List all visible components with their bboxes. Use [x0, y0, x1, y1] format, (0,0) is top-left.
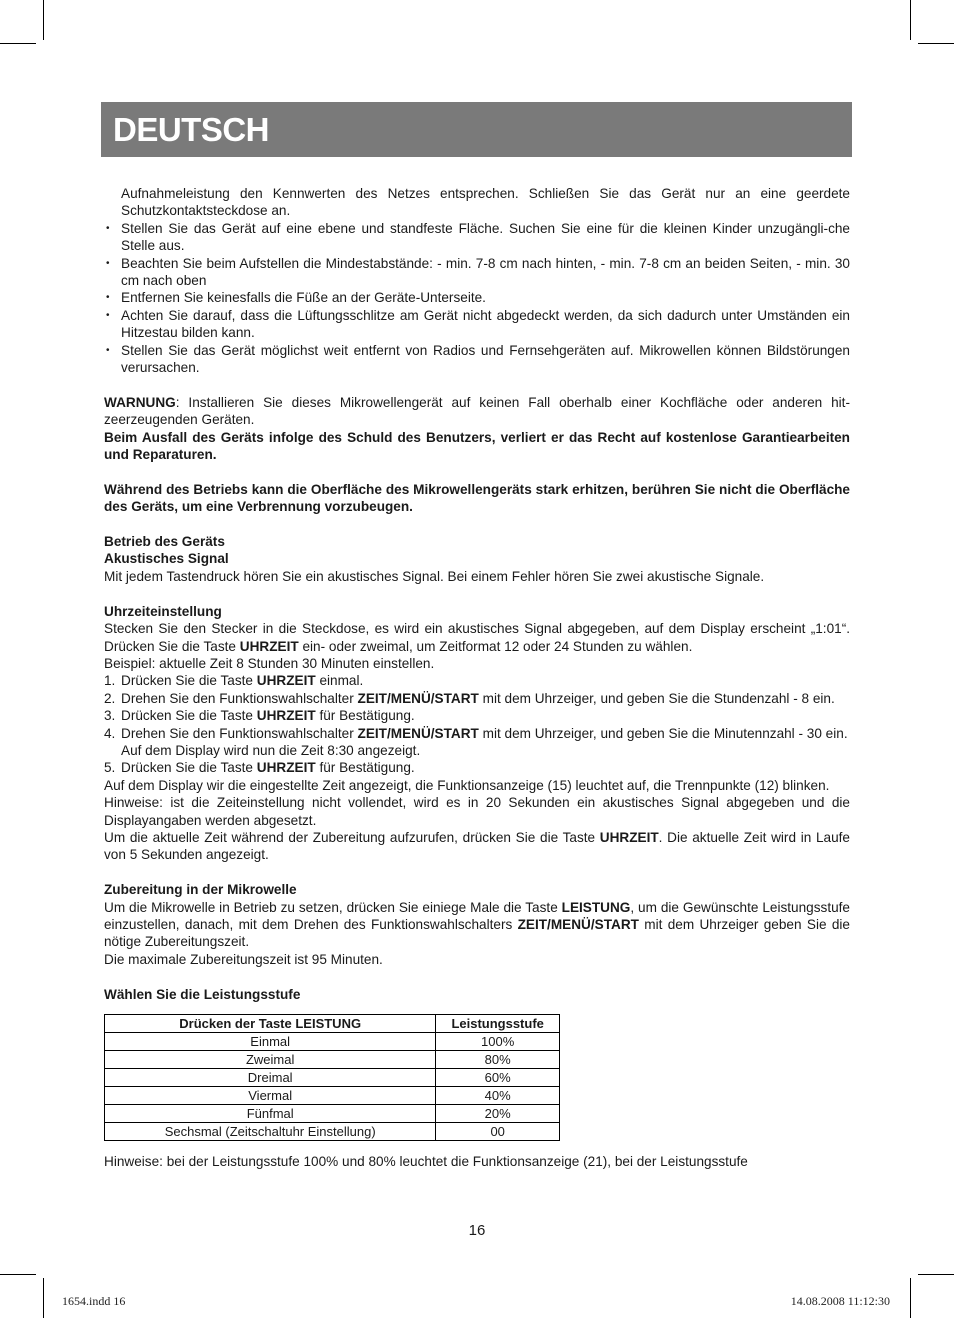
section-heading-operation: Betrieb des Geräts — [104, 534, 225, 550]
clock-timeout-note: Hinweise: ist die Zeiteinstellung nicht vollendet, wird es in 20 Sekunden ein akustisches Signal abgegeben und die Displayangaben werden abgesetzt. — [104, 795, 850, 828]
subheading-signal: Akustisches Signal — [104, 551, 229, 567]
section-heading-clock: Uhrzeiteinstellung — [104, 603, 222, 619]
list-item: 1. Drücken Sie die Taste UHRZEIT einmal. — [104, 673, 364, 689]
clock-example: Beispiel: aktuelle Zeit 8 Stunden 30 Minuten einstellen. — [104, 655, 435, 671]
table-row: Einmal 100% — [105, 1033, 560, 1051]
table-row: Zweimal 80% — [105, 1051, 560, 1069]
list-item: • Entfernen Sie keinesfalls die Füße an der Geräte-Unterseite. — [104, 289, 850, 306]
crop-mark — [43, 1278, 44, 1318]
footer-file-info: 1654.indd 16 — [62, 1294, 126, 1308]
document-body — [104, 185, 850, 1170]
section-heading-power: Wählen Sie die Leistungsstufe — [104, 986, 301, 1002]
crop-mark — [918, 43, 954, 44]
column-header: Leistungsstufe — [436, 1015, 560, 1033]
power-note: Hinweise: bei der Leistungsstufe 100% und 80% leuchtet die Funktionsanzeige (21), bei der Leistungsstufe — [104, 1154, 748, 1169]
clock-steps — [104, 672, 850, 776]
warning-paragraph: WARNUNG: Installieren Sie dieses Mikrowellengerät auf keinen Fall oberhalb einer Kochfläche oder anderen hit-zeerzeugenden Geräten. — [104, 394, 850, 428]
crop-mark — [918, 1274, 954, 1275]
safety-bullet-list — [104, 220, 850, 377]
max-cooking-time: Die maximale Zubereitungszeit ist 95 Minuten. — [104, 951, 383, 967]
table-row: Dreimal 60% — [105, 1069, 560, 1087]
clock-intro: Stecken Sie den Stecker in die Steckdose, es wird ein akustisches Signal abgegeben, auf dem Display erscheint „1:01“. Drücken Sie die Taste UHRZEIT ein- oder zweimal, um Zeitformat 12 oder 24 Stunden zu wählen. — [104, 621, 850, 654]
warning-label: WARNUNG — [104, 394, 176, 410]
list-item: 3. Drücken Sie die Taste UHRZEIT für Bestätigung. — [104, 708, 415, 724]
crop-mark — [910, 1278, 911, 1318]
signal-text: Mit jedem Tastendruck hören Sie ein akustisches Signal. Bei einem Fehler hören Sie zwei akustische Signale. — [104, 568, 765, 584]
list-item: 4. Drehen Sie den Funktionswahlschalter ZEIT/MENÜ/START mit dem Uhrzeiger, und geben Sie die Minutennzahl - 30 ein. Auf dem Display wird nun die Zeit 8:30 angezeigt. — [104, 725, 848, 758]
list-item: • Beachten Sie beim Aufstellen die Mindestabstände: - min. 7-8 cm nach hinten, - min. 7-8 cm an beiden Seiten, - min. 30 cm nach oben — [104, 255, 850, 290]
column-header: Drücken der Taste LEISTUNG — [105, 1015, 436, 1033]
page-number: 16 — [468, 1222, 486, 1239]
language-banner — [101, 102, 852, 157]
footer-datetime: 14.08.2008 11:12:30 — [790, 1294, 890, 1308]
list-item: • Achten Sie darauf, dass die Lüftungsschlitze am Gerät nicht abgedeckt werden, da sich dadurch unter Umständen ein Hitzestau bilden kann. — [104, 307, 850, 342]
warranty-note: Beim Ausfall des Geräts infolge des Schuld des Benutzers, verliert er das Recht auf kostenlose Garantiearbeiten und Reparaturen. — [104, 429, 850, 463]
crop-mark — [43, 0, 44, 40]
table-row: Sechsmal (Zeitschaltuhr Einstellung) 00 — [105, 1123, 560, 1141]
crop-mark — [0, 1274, 36, 1275]
list-item: 5. Drücken Sie die Taste UHRZEIT für Bestätigung. — [104, 760, 415, 776]
table-row: Fünfmal 20% — [105, 1105, 560, 1123]
crop-mark — [0, 43, 36, 44]
page-title: DEUTSCH — [113, 111, 270, 148]
table-header-row — [105, 1015, 560, 1033]
hot-surface-warning: Während des Betriebs kann die Oberfläche des Mikrowellengeräts stark erhitzen, berühren Sie nicht die Oberfläche des Geräts, um eine Verbrennung vorzubeugen. — [104, 481, 850, 515]
list-item: 2. Drehen Sie den Funktionswahlschalter ZEIT/MENÜ/START mit dem Uhrzeiger, und geben Sie die Stundenzahl - 8 ein. — [104, 690, 835, 706]
table-row: Viermal 40% — [105, 1087, 560, 1105]
clock-recall-note: Um die aktuelle Zeit während der Zubereitung aufzurufen, drücken Sie die Taste UHRZEIT. Die aktuelle Zeit wird in Laufe von 5 Sekunden angezeigt. — [104, 829, 850, 863]
intro-continuation: Aufnahmeleistung den Kennwerten des Netzes entsprechen. Schließen Sie das Gerät nur an eine geerdete Schutzkontaktsteckdose an. — [121, 186, 850, 219]
crop-mark — [910, 0, 911, 40]
list-item: • Stellen Sie das Gerät auf eine ebene und standfeste Fläche. Suchen Sie eine für die kleinen Kinder unzugängli-che Stelle aus. — [104, 220, 850, 255]
cooking-instructions: Um die Mikrowelle in Betrieb zu setzen, drücken Sie einiege Male die Taste LEISTUNG, um die Gewünschte Leistungsstufe einzustellen, danach, mit dem Drehen des Funktionswahlschalters ZEIT/MENÜ/START mit dem Uhrzeiger geben Sie die nötige Zubereitungszeit. — [104, 899, 850, 950]
clock-result: Auf dem Display wir die eingestellte Zeit angezeigt, die Funktionsanzeige (15) leuchtet auf, die Trennpunkte (12) blinken. — [104, 777, 830, 793]
list-item: • Stellen Sie das Gerät möglichst weit entfernt von Radios und Fernsehgeräten auf. Mikrowellen können Bildstörungen verursachen. — [104, 342, 850, 377]
power-level-table — [104, 1014, 560, 1141]
section-heading-cooking: Zubereitung in der Mikrowelle — [104, 882, 297, 898]
